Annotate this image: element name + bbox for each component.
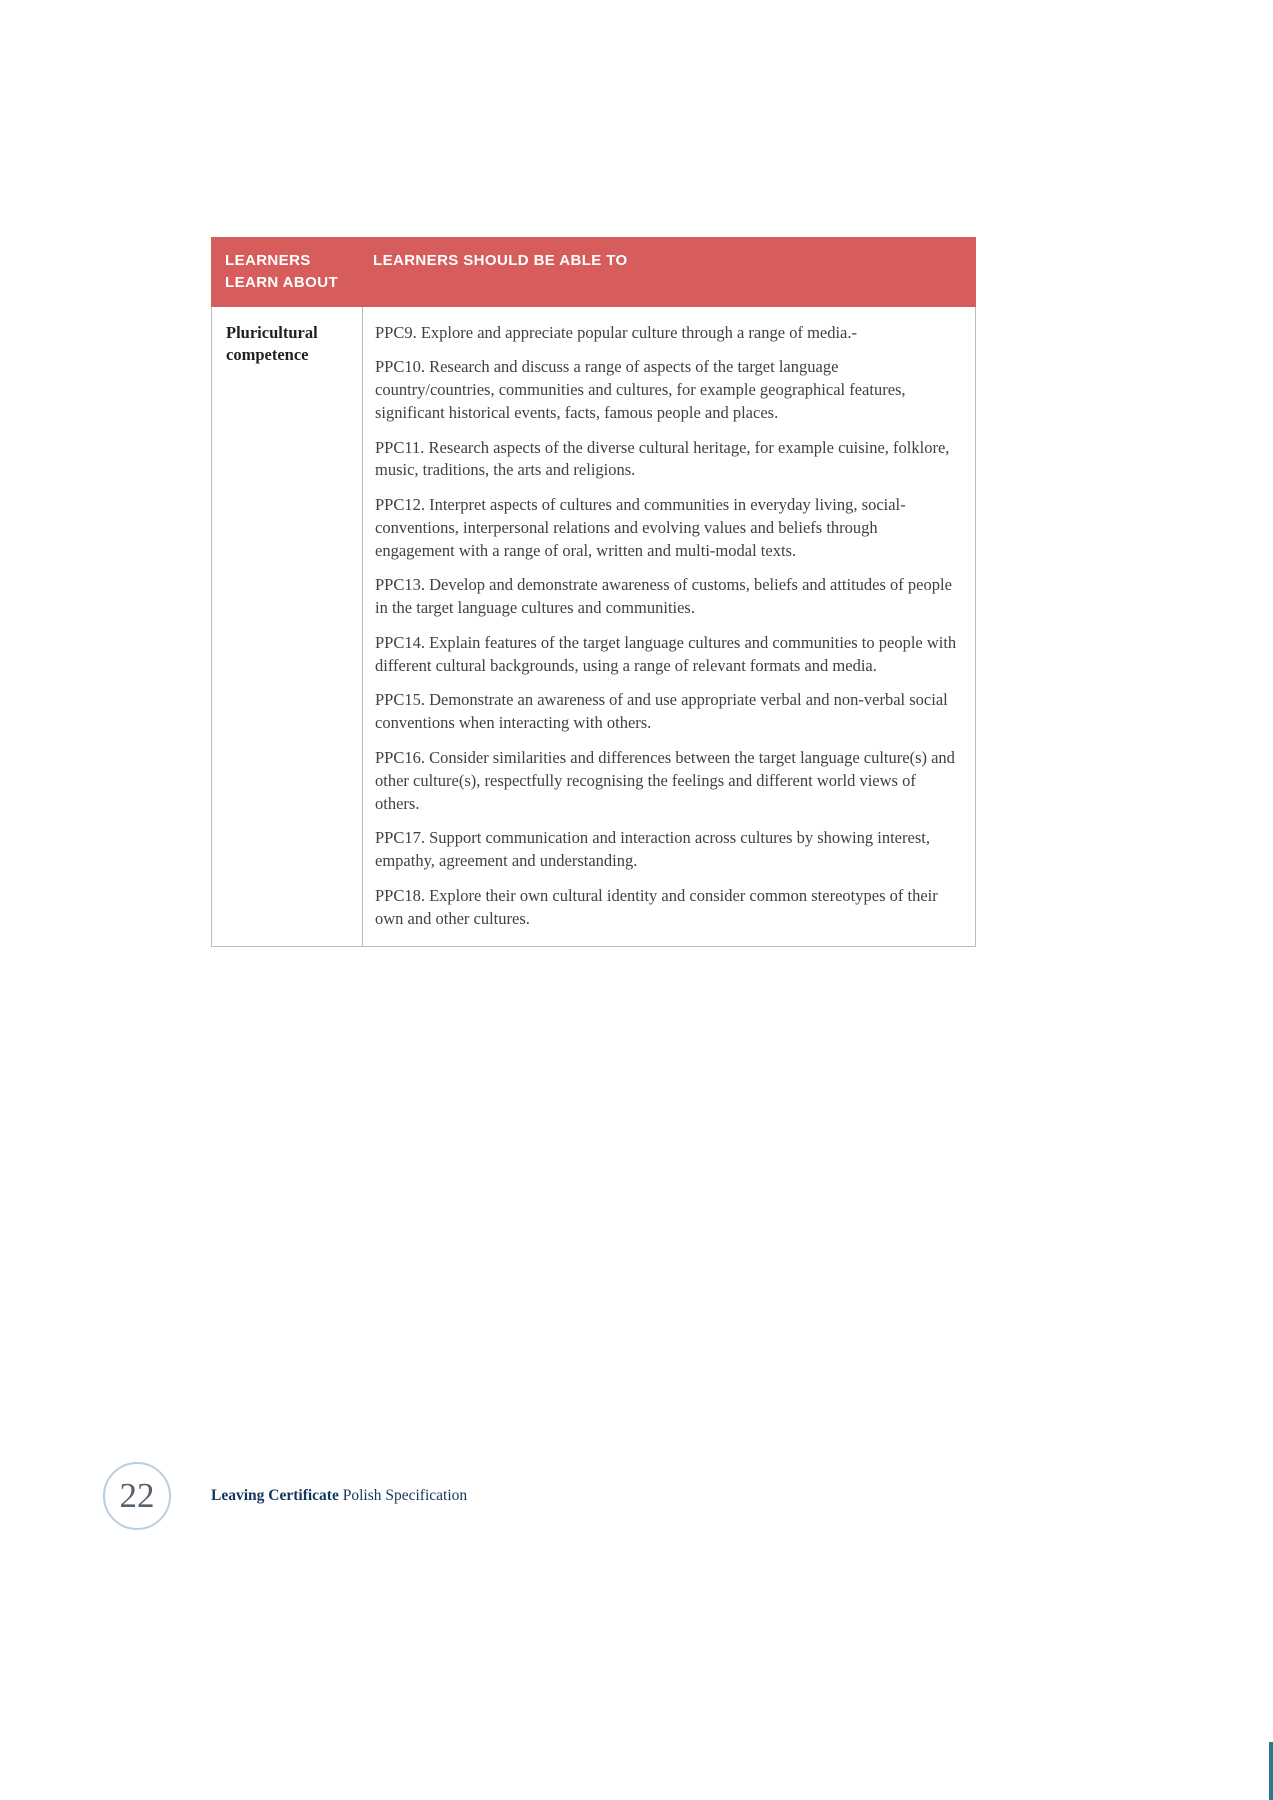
table-header-row (211, 237, 976, 307)
outcome-item-ppc16: PPC16. Consider similarities and differences between the target language culture(s) and other culture(s), respectfully recognising the feelings and different world views of others. (375, 747, 955, 813)
page-number: 22 (119, 1476, 155, 1515)
outcomes-cell (362, 307, 975, 947)
outcome-item-ppc12: PPC12. Interpret aspects of cultures and communities in everyday living, social-conventions, interpersonal relations and evolving values and beliefs through engagement with a range of oral, written and multi-modal texts. (375, 495, 906, 560)
outcome-item-ppc17: PPC17. Support communication and interaction across cultures by showing interest, empathy, agreement and understanding. (375, 828, 930, 871)
outcome-item-ppc10: PPC10. Research and discuss a range of aspects of the target language country/countries, communities and cultures, for example geographical features, significant historical events, facts, famous people and places. (375, 357, 906, 422)
header-col1-line1: LEARNERS (225, 252, 311, 269)
page-number-badge (103, 1462, 171, 1530)
footer-title-bold: Leaving Certificate (211, 1487, 339, 1504)
page-edge-accent (1269, 1742, 1273, 1800)
topic-cell: Pluricultural competence (226, 322, 318, 364)
table-body-row (211, 307, 976, 948)
header-learners-should-be-able-to: LEARNERS SHOULD BE ABLE TO (373, 252, 628, 269)
footer-title-regular: Polish Specification (338, 1487, 468, 1504)
footer-title (211, 1487, 467, 1505)
outcome-item-ppc15: PPC15. Demonstrate an awareness of and use appropriate verbal and non-verbal social conventions when interacting with others. (375, 690, 948, 733)
header-learners-learn-about (211, 237, 361, 307)
outcome-item-ppc13: PPC13. Develop and demonstrate awareness of customs, beliefs and attitudes of people in the target language cultures and communities. (375, 575, 952, 618)
outcome-item-ppc18: PPC18. Explore their own cultural identity and consider common stereotypes of their own and other cultures. (375, 885, 938, 928)
outcome-item-ppc9: PPC9. Explore and appreciate popular culture through a range of media.- (375, 322, 858, 342)
outcome-item-ppc11: PPC11. Research aspects of the diverse cultural heritage, for example cuisine, folklore, music, traditions, the arts and religions. (375, 437, 950, 480)
learning-outcomes-table (211, 237, 976, 947)
outcome-item-ppc14: PPC14. Explain features of the target language cultures and communities to people with different cultural backgrounds, using a range of relevant formats and media. (375, 632, 957, 675)
header-col1-line2: LEARN ABOUT (225, 273, 339, 291)
